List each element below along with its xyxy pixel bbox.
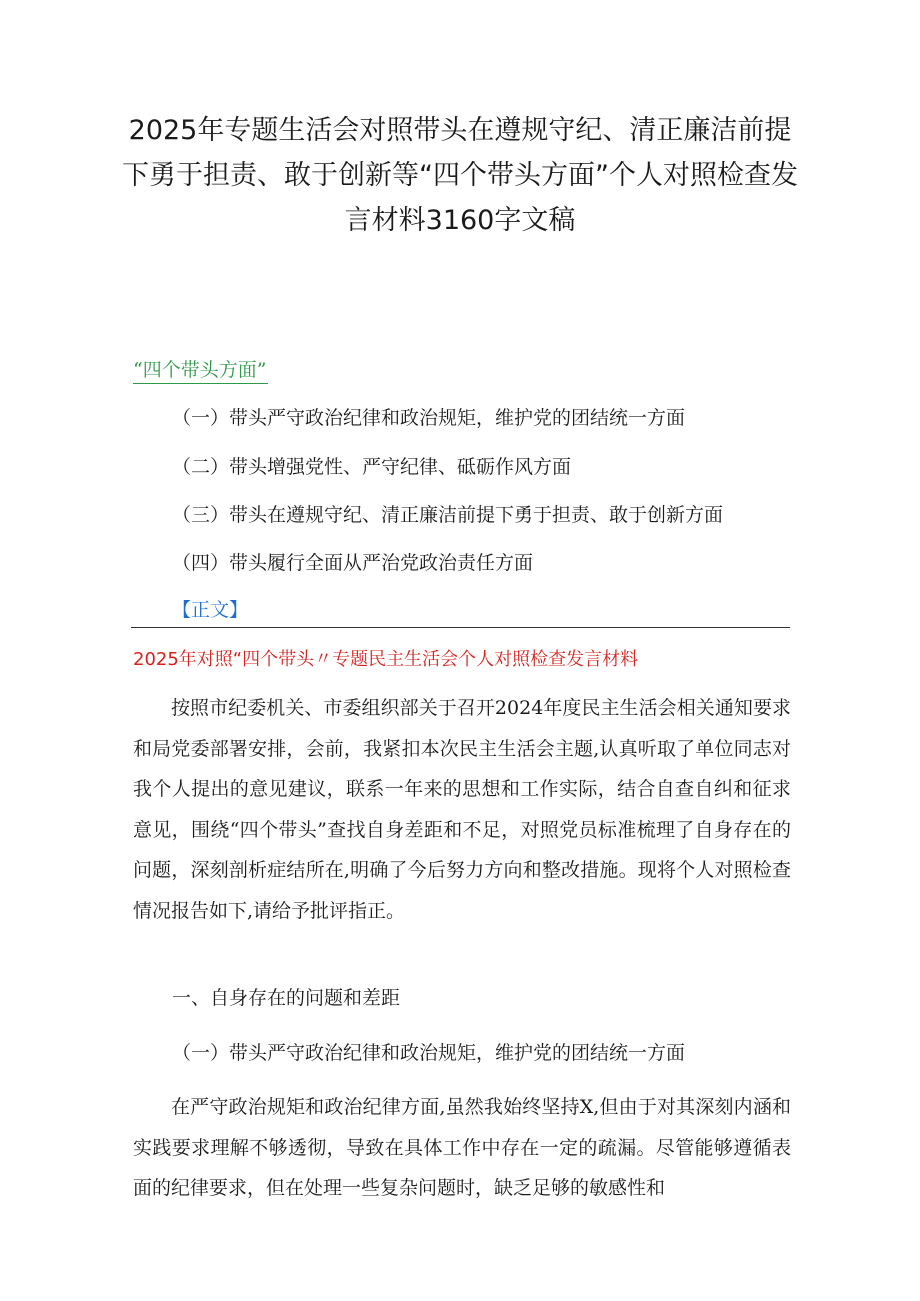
- toc-item-4: （四）带头履行全面从严治党政治责任方面: [172, 552, 534, 574]
- paragraph-political-discipline: 在严守政治规矩和政治纪律方面,虽然我始终坚持X,但由于对其深刻内涵和实践要求理解不够透彻，导致在具体工作中存在一定的疏漏。尽管能够遵循表面的纪律要求，但在处理一些复杂问题时，缺乏足够的敏感性和: [133, 1096, 791, 1199]
- paragraph-intro: 按照市纪委机关、市委组织部关于召开2024年度民主生活会相关通知要求和局党委部署安排，会前，我紧扣本次民主生活会主题,认真听取了单位同志对我个人提出的意见建议，联系一年来的思想和工作实际，结合自查自纠和征求意见，围绕“四个带头”查找自身差距和不足，对照党员标准梳理了自身存在的问题，深刻剖析症结所在,明确了今后努力方向和整改措施。现将个人对照检查情况报告如下,请给予批评指正。: [133, 697, 791, 922]
- body-label: 【正文】: [172, 599, 249, 621]
- toc-item-1: （一）带头严守政治纪律和政治规矩，维护党的团结统一方面: [172, 407, 686, 429]
- heading-political-discipline: （一）带头严守政治纪律和政治规矩，维护党的团结统一方面: [172, 1042, 686, 1064]
- divider-line: [131, 627, 790, 628]
- heading-problems: 一、自身存在的问题和差距: [172, 987, 401, 1009]
- toc-item-3: （三）带头在遵规守纪、清正廉洁前提下勇于担责、敢于创新方面: [172, 504, 724, 526]
- red-subtitle: 2025年对照“四个带头〃专题民主生活会个人对照检查发言材料: [133, 649, 639, 670]
- toc-item-2: （二）带头增强党性、严守纪律、砥砺作风方面: [172, 456, 572, 478]
- document-title: 2025年专题生活会对照带头在遵规守纪、清正廉洁前提下勇于担责、敢于创新等“四个带头方面”个人对照检查发言材料3160字文稿: [122, 115, 798, 236]
- section-heading-four-leads: “四个带头方面”: [133, 358, 268, 384]
